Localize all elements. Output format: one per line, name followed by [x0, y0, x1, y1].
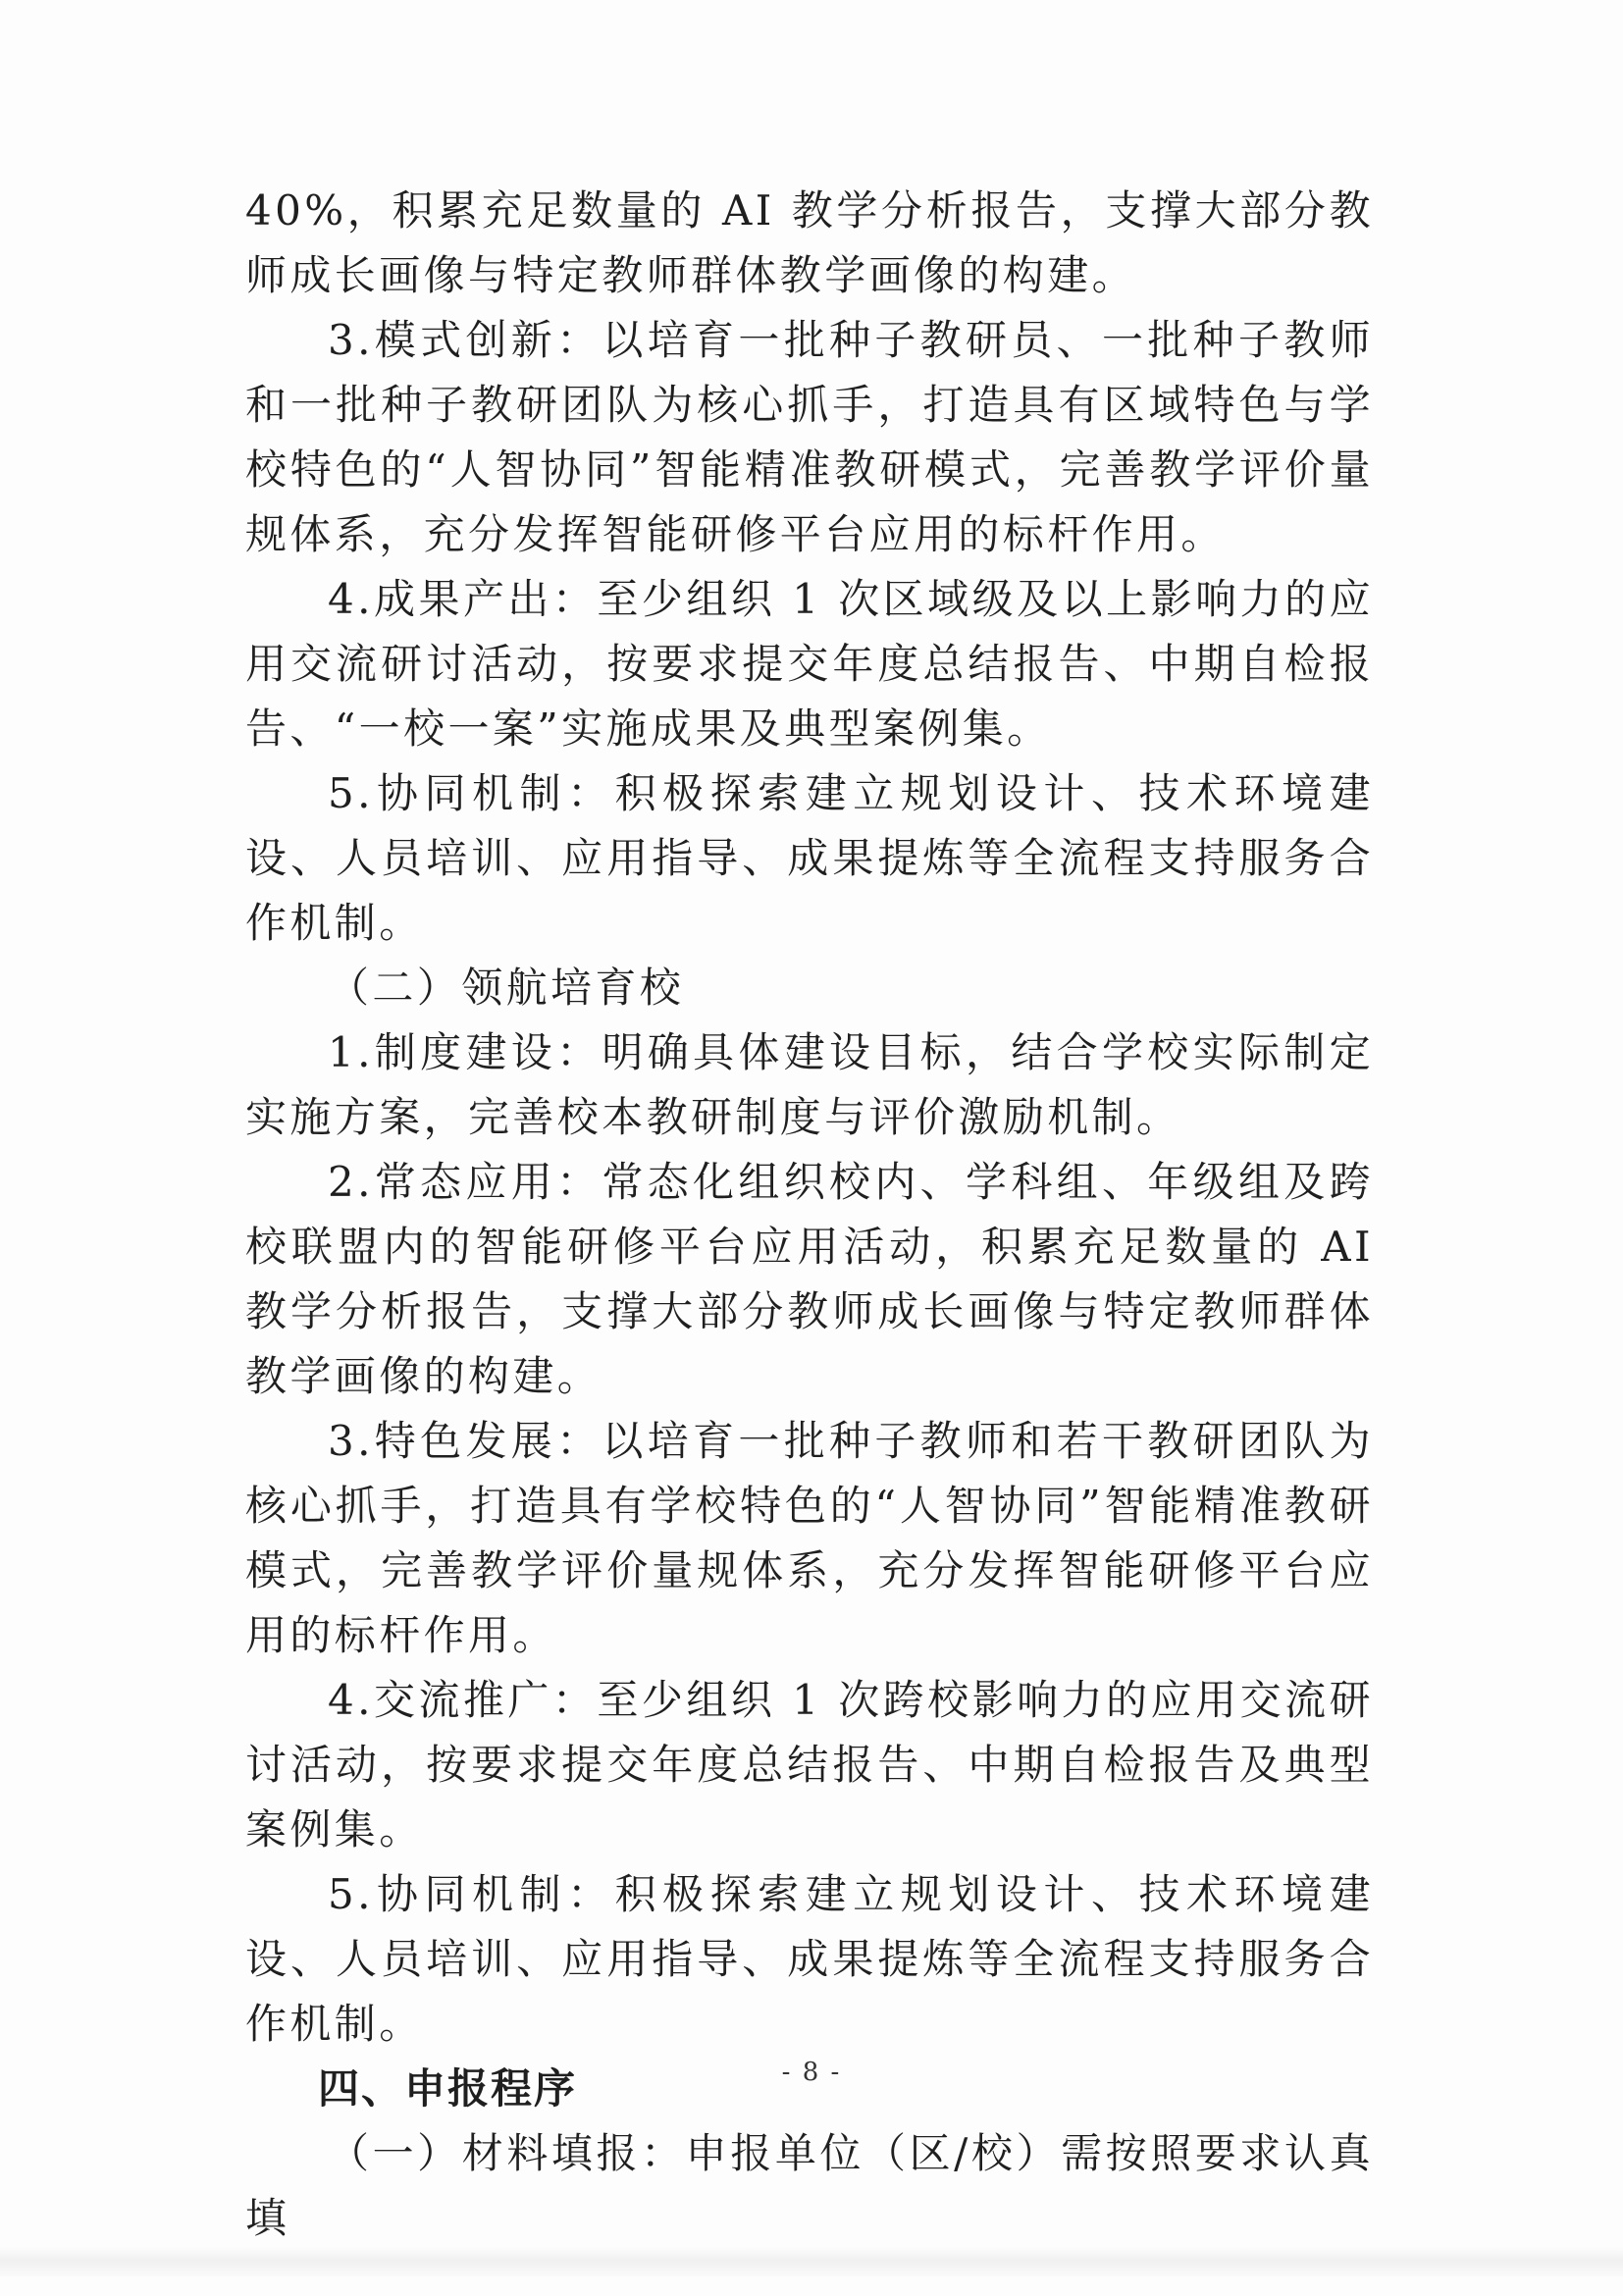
document-body [245, 179, 1374, 2251]
page-number: - 8 - [781, 2058, 842, 2087]
section-subheading-pilot-school: （二）领航培育校 [328, 964, 685, 1012]
paragraph-exchange-promotion: 4.交流推广：至少组织 1 次跨校影响力的应用交流研讨活动，按要求提交年度总结报告、中期自检报告及典型案例集。 [245, 1676, 1374, 1853]
scan-edge-band [0, 2247, 1623, 2276]
paragraph-model-innovation: 3.模式创新：以培育一批种子教研员、一批种子教师和一批种子教研团队为核心抓手，打造具有区域特色与学校特色的“人智协同”智能精准教研模式，完善教学评价量规体系，充分发挥智能研修平台应用的标杆作用。 [245, 316, 1374, 558]
paragraph-system-construction: 1.制度建设：明确具体建设目标，结合学校实际制定实施方案，完善校本教研制度与评价激励机制。 [245, 1028, 1374, 1141]
paragraph-outcome-output: 4.成果产出：至少组织 1 次区域级及以上影响力的应用交流研讨活动，按要求提交年度总结报告、中期自检报告、“一校一案”实施成果及典型案例集。 [245, 575, 1374, 753]
paragraph-continuation: 40%，积累充足数量的 AI 教学分析报告，支撑大部分教师成长画像与特定教师群体教学画像的构建。 [245, 186, 1374, 299]
paragraph-featured-development: 3.特色发展：以培育一批种子教师和若干教研团队为核心抓手，打造具有学校特色的“人智协同”智能精准教研模式，完善教学评价量规体系，充分发挥智能研修平台应用的标杆作用。 [245, 1417, 1374, 1659]
paragraph-material-submission: （一）材料填报：申报单位（区/校）需按照要求认真填 [245, 2129, 1374, 2242]
paragraph-collaboration-mechanism-2: 5.协同机制：积极探索建立规划设计、技术环境建设、人员培训、应用指导、成果提炼等全流程支持服务合作机制。 [245, 1870, 1374, 2048]
paragraph-routine-application: 2.常态应用：常态化组织校内、学科组、年级组及跨校联盟内的智能研修平台应用活动，积累充足数量的 AI 教学分析报告，支撑大部分教师成长画像与特定教师群体教学画像的构建。 [245, 1158, 1374, 1400]
section-heading-application-procedure: 四、申报程序 [318, 2064, 578, 2113]
paragraph-collaboration-mechanism: 5.协同机制：积极探索建立规划设计、技术环境建设、人员培训、应用指导、成果提炼等全流程支持服务合作机制。 [245, 769, 1374, 947]
